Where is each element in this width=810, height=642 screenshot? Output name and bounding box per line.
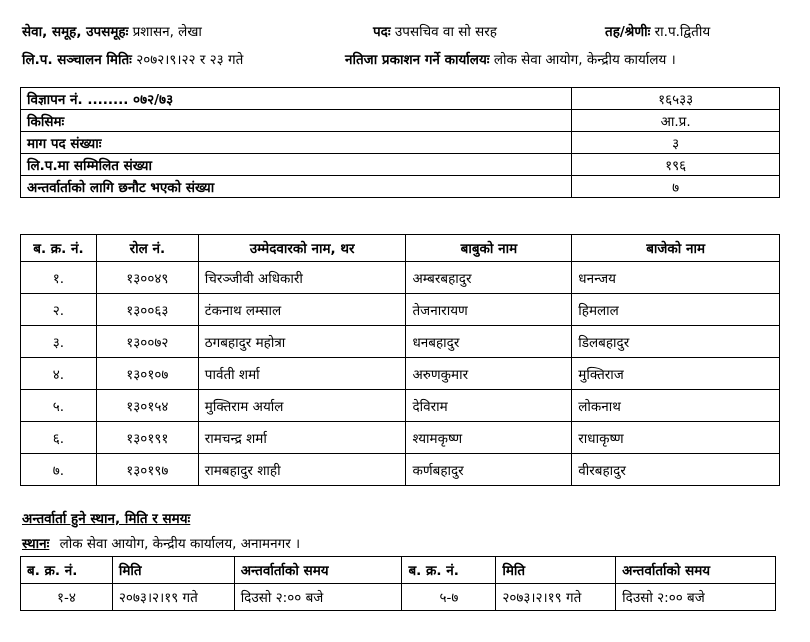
cell-grandfather: लोकनाथ: [572, 390, 780, 422]
cell-sn: ७.: [21, 454, 97, 486]
summary-value: ७: [572, 176, 780, 198]
cell-grandfather: मुक्तिराज: [572, 358, 780, 390]
interview-place-label: स्थानः: [22, 536, 50, 552]
cell-father: धनबहादुर: [406, 326, 572, 358]
cell-roll: १३००६३: [96, 294, 198, 326]
cell-roll: १३०१५४: [96, 390, 198, 422]
service-line: [22, 22, 202, 40]
cell-name: ठगबहादुर महोत्रा: [198, 326, 406, 358]
office-label: नतिजा प्रकाशन गर्ने कार्यालयः: [345, 52, 490, 68]
table-row: [21, 422, 780, 454]
interview-place-line: [22, 534, 300, 552]
cell-time: दिउसो २:०० बजे: [616, 584, 776, 611]
cell-date: २०७३।२।१९ गते: [496, 584, 616, 611]
cell-father: अरुणकुमार: [406, 358, 572, 390]
summary-value: आ.प्र.: [572, 110, 780, 132]
candidates-header-row: [21, 235, 780, 262]
cell-name: टंकनाथ लम्साल: [198, 294, 406, 326]
office-value: लोक सेवा आयोग, केन्द्रीय कार्यालय ।: [493, 52, 676, 68]
cell-grandfather: राधाकृष्ण: [572, 422, 780, 454]
summary-row: [21, 176, 780, 198]
summary-label: विज्ञापन नं. ........ ०७२/७३: [21, 88, 572, 110]
summary-label: लि.प.मा सम्मिलित संख्या: [21, 154, 572, 176]
col-header-sn: ब. क्र. नं.: [402, 557, 496, 584]
col-header-date: मिति: [112, 557, 234, 584]
cell-name: रामचन्द्र शर्मा: [198, 422, 406, 454]
cell-sn: ६.: [21, 422, 97, 454]
cell-roll: १३०१९१: [96, 422, 198, 454]
table-row: [21, 584, 776, 611]
level-label: तह/श्रेणीः: [605, 24, 651, 40]
cell-time: दिउसो २:०० बजे: [234, 584, 402, 611]
office-line: [345, 50, 676, 68]
cell-sn: ५.: [21, 390, 97, 422]
level-line: [605, 22, 710, 40]
interview-schedule-table: [20, 556, 776, 611]
summary-label: किसिमः: [21, 110, 572, 132]
cell-name: चिरञ्जीवी अधिकारी: [198, 262, 406, 294]
cell-sn: १.: [21, 262, 97, 294]
col-header-father: बाबुको नाम: [406, 235, 572, 262]
summary-value: १९६: [572, 154, 780, 176]
cell-sn-range: ५-७: [402, 584, 496, 611]
interview-title: [22, 509, 190, 527]
cell-father: तेजनारायण: [406, 294, 572, 326]
cell-sn: ३.: [21, 326, 97, 358]
cell-father: कर्णबहादुर: [406, 454, 572, 486]
table-row: [21, 454, 780, 486]
summary-table: [20, 87, 780, 198]
summary-label: अन्तर्वार्ताको लागि छनौट भएको संख्या: [21, 176, 572, 198]
cell-roll: १३००४९: [96, 262, 198, 294]
cell-date: २०७३।२।१९ गते: [112, 584, 234, 611]
col-header-sn: ब. क्र. नं.: [21, 235, 97, 262]
summary-value: ३: [572, 132, 780, 154]
col-header-roll: रोल नं.: [96, 235, 198, 262]
col-header-time: अन्तर्वार्ताको समय: [234, 557, 402, 584]
summary-value: १६५३३: [572, 88, 780, 110]
cell-roll: १३०१९७: [96, 454, 198, 486]
exam-line: [22, 50, 243, 68]
service-value: प्रशासन, लेखा: [132, 24, 202, 40]
exam-label: लि.प. सञ्चालन मितिः: [22, 52, 132, 68]
cell-sn-range: १-४: [21, 584, 113, 611]
interview-title-text: अन्तर्वार्ता हुने स्थान, मिति र समयः: [22, 511, 191, 527]
cell-name: रामबहादुर शाही: [198, 454, 406, 486]
table-row: [21, 326, 780, 358]
cell-grandfather: वीरबहादुर: [572, 454, 780, 486]
cell-roll: १३०१०७: [96, 358, 198, 390]
summary-row: [21, 88, 780, 110]
cell-grandfather: धनन्जय: [572, 262, 780, 294]
summary-row: [21, 110, 780, 132]
post-line: [373, 22, 497, 40]
cell-sn: ४.: [21, 358, 97, 390]
table-row: [21, 262, 780, 294]
post-value: उपसचिव वा सो सरह: [394, 24, 497, 40]
col-header-date: मिति: [496, 557, 616, 584]
cell-sn: २.: [21, 294, 97, 326]
table-row: [21, 294, 780, 326]
cell-father: श्यामकृष्ण: [406, 422, 572, 454]
summary-label: माग पद संख्याः: [21, 132, 572, 154]
col-header-name: उम्मेदवारको नाम, थर: [198, 235, 406, 262]
summary-row: [21, 132, 780, 154]
schedule-header-row: [21, 557, 776, 584]
col-header-time: अन्तर्वार्ताको समय: [616, 557, 776, 584]
exam-value: २०७२।९।२२ र २३ गते: [136, 52, 244, 68]
cell-name: मुक्तिराम अर्याल: [198, 390, 406, 422]
cell-grandfather: डिलबहादुर: [572, 326, 780, 358]
level-value: रा.प.द्वितीय: [654, 24, 711, 40]
cell-grandfather: हिमलाल: [572, 294, 780, 326]
cell-name: पार्वती शर्मा: [198, 358, 406, 390]
table-row: [21, 358, 780, 390]
post-label: पदः: [373, 24, 391, 40]
col-header-sn: ब. क्र. नं.: [21, 557, 113, 584]
table-row: [21, 390, 780, 422]
service-label: सेवा, समूह, उपसमूहः: [22, 24, 129, 40]
cell-roll: १३००७२: [96, 326, 198, 358]
candidates-table: [20, 234, 780, 486]
summary-row: [21, 154, 780, 176]
cell-father: अम्बरबहादुर: [406, 262, 572, 294]
cell-father: देविराम: [406, 390, 572, 422]
interview-place-value: लोक सेवा आयोग, केन्द्रीय कार्यालय, अनामनगर ।: [59, 536, 301, 552]
col-header-grandfather: बाजेको नाम: [572, 235, 780, 262]
